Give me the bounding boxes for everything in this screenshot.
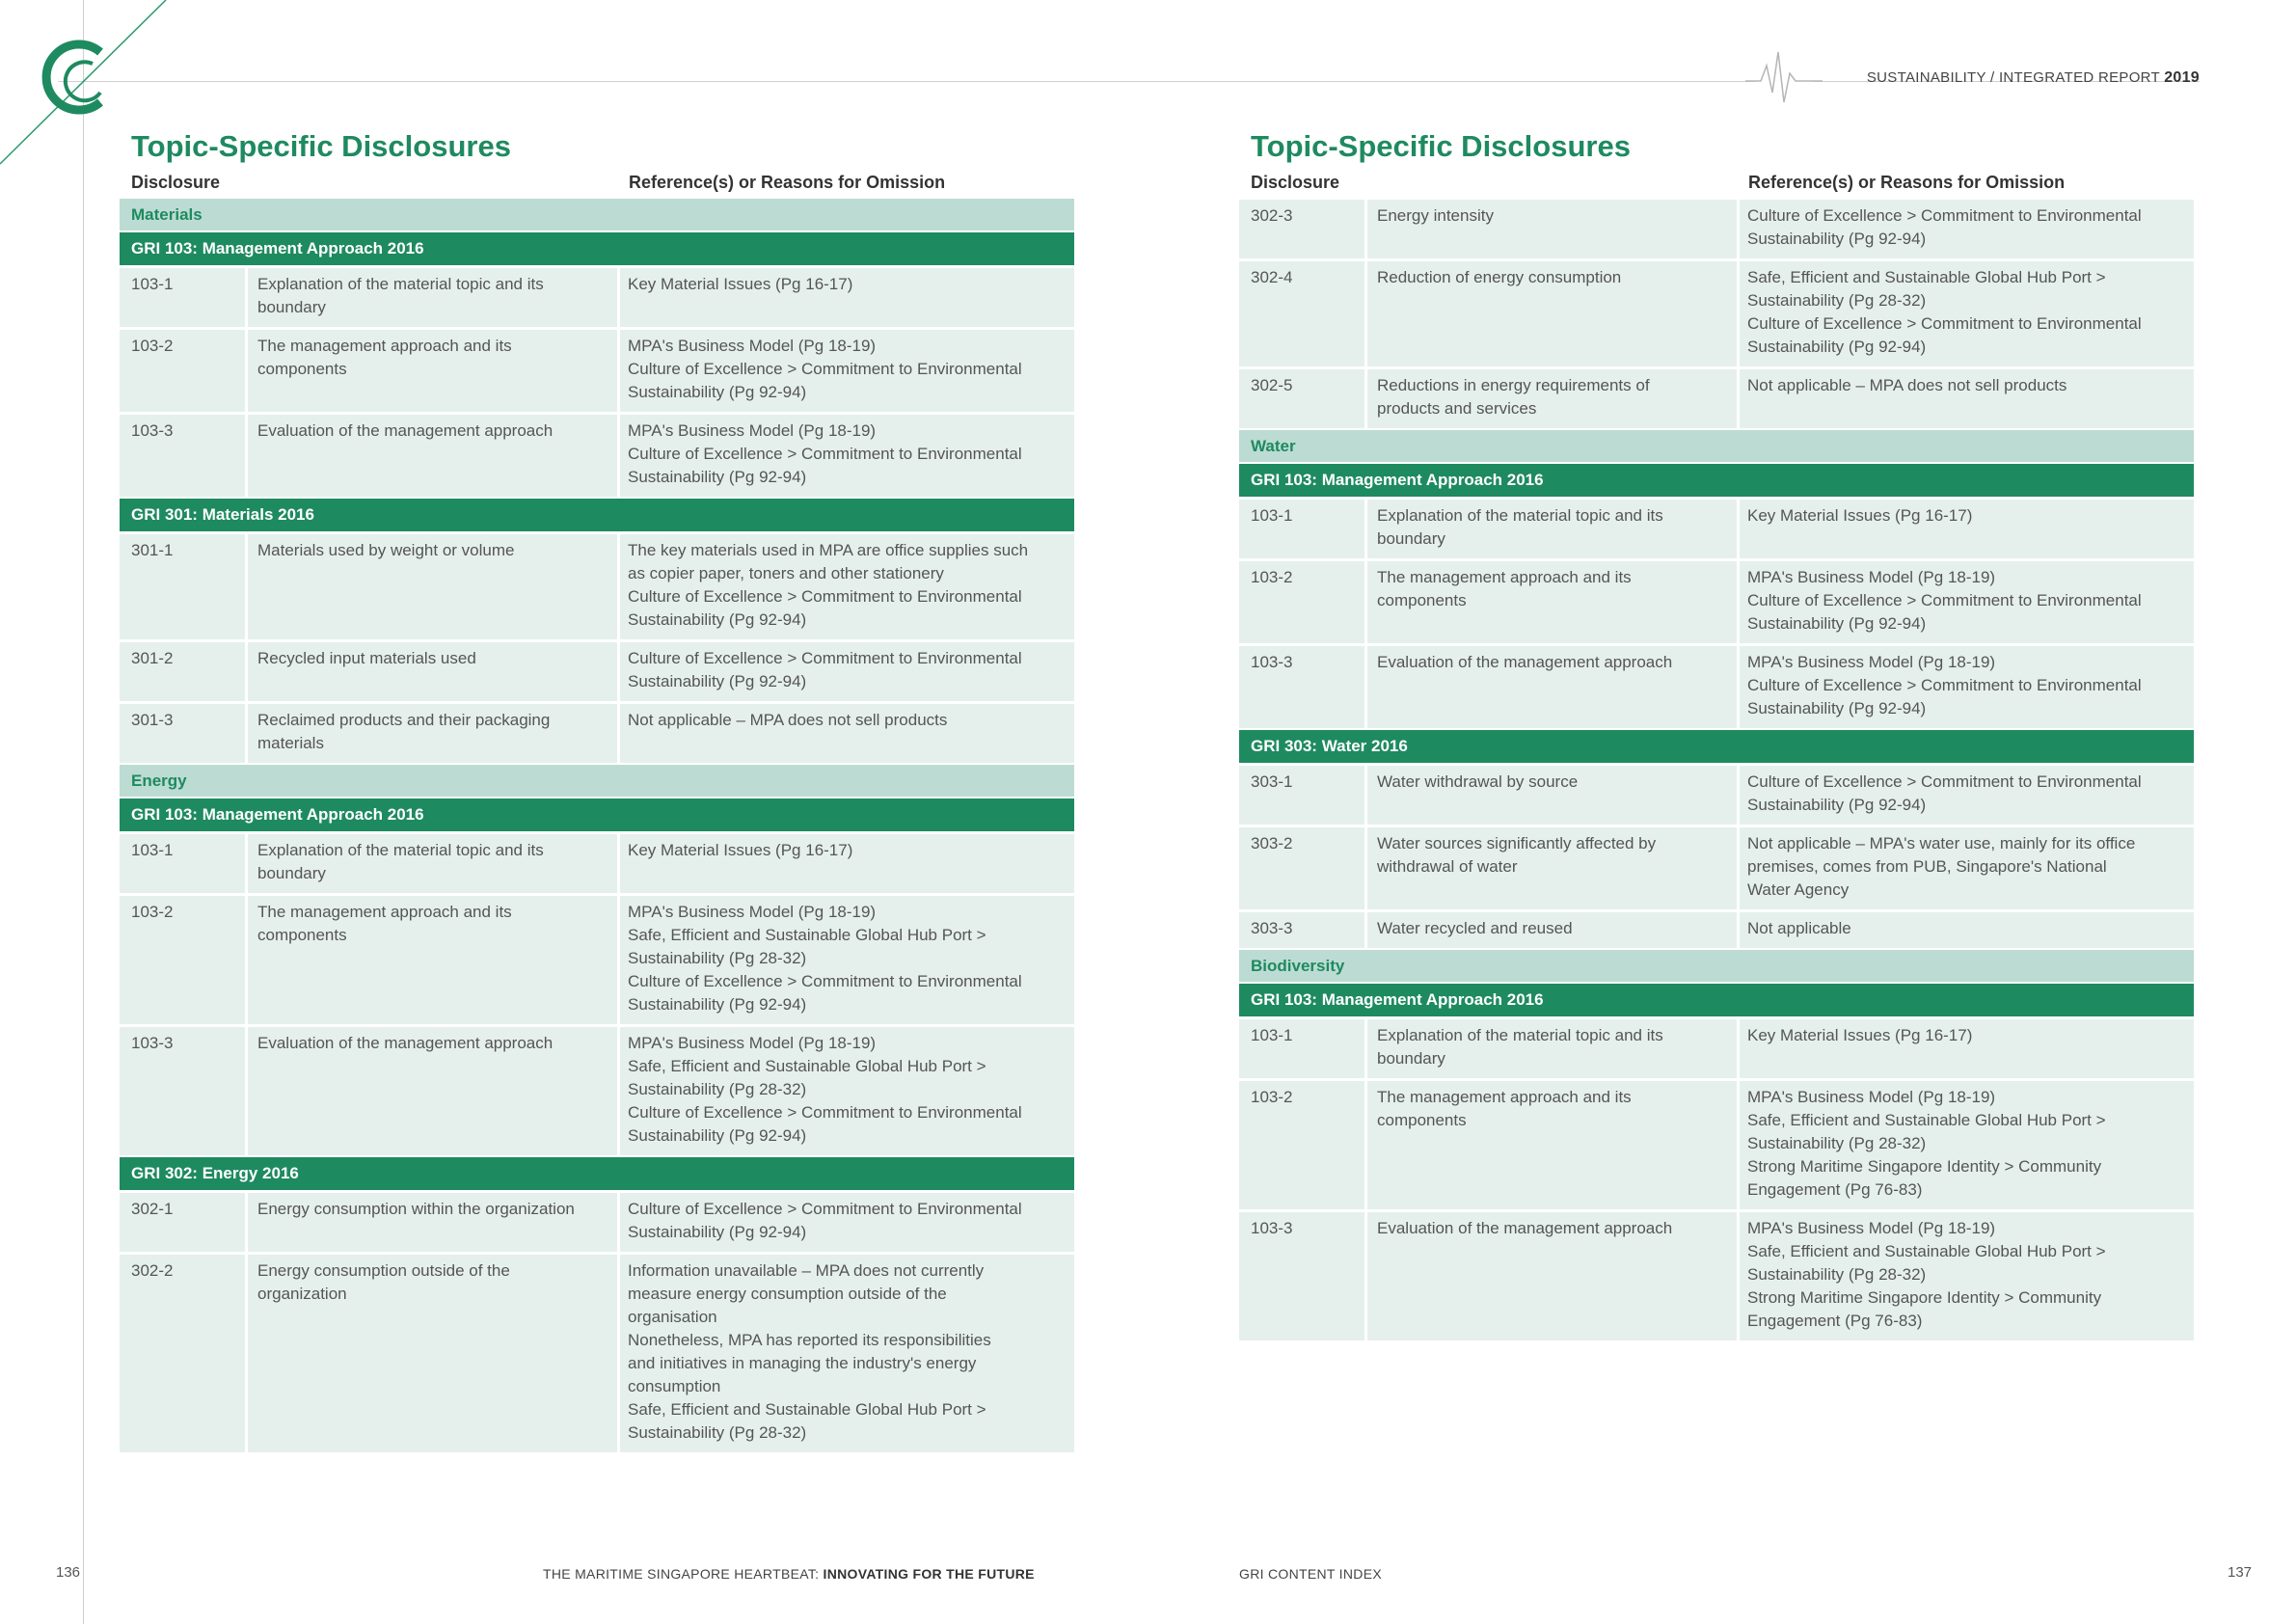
disclosure-description (248, 330, 617, 412)
disclosure-code: 302-4 (1239, 261, 1364, 366)
disclosure-code: 103-3 (1239, 646, 1364, 728)
reference-line: Safe, Efficient and Sustainable Global Hub Port > (1747, 268, 2106, 286)
reference-line: Nonetheless, MPA has reported its responsibilities (628, 1331, 991, 1349)
disclosure-description (248, 1193, 617, 1252)
disclosure-code: 103-2 (1239, 1081, 1364, 1209)
description-line: The management approach and its (1377, 1088, 1632, 1106)
reference-line: Not applicable – MPA does not sell products (628, 711, 948, 729)
reference-line: Key Material Issues (Pg 16-17) (1747, 506, 1973, 525)
table-row (120, 1255, 1074, 1452)
reference-line: Safe, Efficient and Sustainable Global Hub Port > (628, 1057, 986, 1075)
reference-or-omission (620, 1255, 1074, 1452)
reference-line: Safe, Efficient and Sustainable Global Hub Port > (628, 926, 986, 944)
disclosure-code: 103-2 (120, 896, 245, 1024)
disclosure-code: 301-1 (120, 534, 245, 639)
reference-line: The key materials used in MPA are office supplies such (628, 541, 1029, 559)
gri-standard-header: GRI 103: Management Approach 2016 (120, 232, 1074, 265)
reference-line: Not applicable – MPA does not sell products (1747, 376, 2067, 394)
page-title: Topic-Specific Disclosures (1251, 129, 1631, 163)
reference-line: Safe, Efficient and Sustainable Global Hub Port > (1747, 1242, 2106, 1260)
description-line: Evaluation of the management approach (257, 421, 554, 440)
page-number-left: 136 (56, 1564, 81, 1581)
reference-or-omission (620, 268, 1074, 327)
gri-standard-header: GRI 103: Management Approach 2016 (120, 798, 1074, 831)
reference-line: Culture of Excellence > Commitment to Environmental (1747, 676, 2142, 694)
header-rule (58, 81, 1755, 82)
disclosure-description (248, 1255, 617, 1452)
reference-line: MPA's Business Model (Pg 18-19) (1747, 568, 1996, 586)
reference-line: Sustainability (Pg 92-94) (628, 468, 807, 486)
reference-line: Water Agency (1747, 880, 1850, 899)
description-line: Energy consumption within the organization (257, 1200, 575, 1218)
reference-or-omission (1740, 500, 2194, 558)
disclosure-description (248, 415, 617, 497)
table-row (120, 704, 1074, 763)
reference-or-omission (1740, 1212, 2194, 1340)
description-line: Water withdrawal by source (1377, 772, 1579, 791)
footer-section-name: GRI CONTENT INDEX (1239, 1566, 1382, 1582)
reference-line: consumption (628, 1377, 721, 1395)
reference-line: premises, comes from PUB, Singapore's National (1747, 857, 2107, 876)
disclosure-description (1367, 369, 1737, 428)
description-line: boundary (257, 864, 326, 882)
description-line: Explanation of the material topic and its (257, 275, 544, 293)
disclosure-description (1367, 646, 1737, 728)
description-line: Water sources significantly affected by (1377, 834, 1657, 853)
reference-line: Sustainability (Pg 92-94) (628, 1223, 807, 1241)
reference-or-omission (1740, 1019, 2194, 1078)
reference-or-omission (620, 415, 1074, 497)
disclosure-description (1367, 766, 1737, 825)
description-line: The management approach and its (1377, 568, 1632, 586)
table-row (1239, 261, 2194, 366)
disclosure-code: 302-5 (1239, 369, 1364, 428)
table-row (1239, 561, 2194, 643)
reference-line: MPA's Business Model (Pg 18-19) (628, 903, 877, 921)
disclosure-description (1367, 1212, 1737, 1340)
description-line: components (257, 360, 347, 378)
table-row (120, 330, 1074, 412)
disclosure-code: 103-1 (120, 834, 245, 893)
reference-line: Engagement (Pg 76-83) (1747, 1180, 1923, 1199)
reference-line: MPA's Business Model (Pg 18-19) (1747, 1088, 1996, 1106)
gri-standard-header: GRI 303: Water 2016 (1239, 730, 2194, 763)
disclosure-description (248, 704, 617, 763)
gri-standard-header: GRI 103: Management Approach 2016 (1239, 984, 2194, 1016)
description-line: Energy intensity (1377, 206, 1494, 225)
reference-line: Not applicable (1747, 919, 1851, 937)
column-header-reference: Reference(s) or Reasons for Omission (629, 173, 946, 192)
disclosure-description (248, 268, 617, 327)
disclosure-description (1367, 912, 1737, 948)
description-line: Evaluation of the management approach (1377, 1219, 1673, 1237)
description-line: components (1377, 591, 1467, 609)
table-row (1239, 1212, 2194, 1340)
disclosure-description (248, 534, 617, 639)
reference-line: Sustainability (Pg 92-94) (1747, 614, 1927, 633)
disclosure-description (1367, 200, 1737, 258)
description-line: components (1377, 1111, 1467, 1129)
disclosure-description (248, 896, 617, 1024)
description-line: Explanation of the material topic and its (1377, 506, 1663, 525)
table-header (1239, 168, 2194, 197)
reference-line: Culture of Excellence > Commitment to Environmental (628, 1103, 1022, 1122)
footer-left-title: THE MARITIME SINGAPORE HEARTBEAT: INNOVATING FOR THE FUTURE (543, 1566, 1035, 1582)
reference-or-omission (620, 896, 1074, 1024)
reference-or-omission (620, 330, 1074, 412)
disclosure-description (1367, 500, 1737, 558)
disclosure-code: 103-1 (120, 268, 245, 327)
table-row (1239, 646, 2194, 728)
table-row (120, 534, 1074, 639)
table-row (120, 642, 1074, 701)
reference-line: Information unavailable – MPA does not currently (628, 1261, 985, 1280)
description-line: Evaluation of the management approach (1377, 653, 1673, 671)
description-line: Explanation of the material topic and its (1377, 1026, 1663, 1044)
disclosure-code: 301-2 (120, 642, 245, 701)
reference-line: as copier paper, toners and other stationery (628, 564, 944, 582)
reference-line: Key Material Issues (Pg 16-17) (628, 841, 853, 859)
description-line: boundary (257, 298, 326, 316)
disclosure-description (1367, 1019, 1737, 1078)
reference-line: Culture of Excellence > Commitment to Environmental (1747, 206, 2142, 225)
disclosure-table (1239, 200, 2194, 1340)
left-disclosures-panel (120, 125, 1074, 1452)
reference-line: and initiatives in managing the industry's energy (628, 1354, 977, 1372)
gri-standard-header: GRI 103: Management Approach 2016 (1239, 464, 2194, 497)
reference-line: Sustainability (Pg 92-94) (1747, 338, 1927, 356)
table-header (120, 168, 1074, 197)
heartbeat-line-icon (1745, 46, 1823, 108)
disclosure-table (120, 199, 1074, 1452)
reference-line: MPA's Business Model (Pg 18-19) (628, 337, 877, 355)
column-header-disclosure: Disclosure (131, 173, 221, 192)
running-head: SUSTAINABILITY / INTEGRATED REPORT 2019 (1866, 69, 2200, 86)
reference-or-omission (1740, 646, 2194, 728)
reference-line: Sustainability (Pg 92-94) (628, 1126, 807, 1145)
description-line: boundary (1377, 1049, 1445, 1068)
description-line: organization (257, 1285, 347, 1303)
table-row (1239, 1081, 2194, 1209)
table-row (120, 1193, 1074, 1252)
column-header-disclosure: Disclosure (1251, 173, 1340, 192)
reference-or-omission (1740, 561, 2194, 643)
description-line: Materials used by weight or volume (257, 541, 515, 559)
reference-line: Culture of Excellence > Commitment to Environmental (1747, 772, 2142, 791)
reference-line: Sustainability (Pg 92-94) (1747, 230, 1927, 248)
disclosure-description (1367, 261, 1737, 366)
reference-line: MPA's Business Model (Pg 18-19) (1747, 653, 1996, 671)
reference-line: Sustainability (Pg 28-32) (1747, 1265, 1927, 1284)
reference-line: MPA's Business Model (Pg 18-19) (628, 1034, 877, 1052)
disclosure-code: 303-3 (1239, 912, 1364, 948)
disclosure-code: 103-2 (120, 330, 245, 412)
disclosure-description (1367, 1081, 1737, 1209)
reference-line: Culture of Excellence > Commitment to Environmental (628, 445, 1022, 463)
reference-line: Sustainability (Pg 92-94) (628, 610, 807, 629)
reference-or-omission (1740, 1081, 2194, 1209)
reference-line: Key Material Issues (Pg 16-17) (1747, 1026, 1973, 1044)
topic-section-header: Energy (120, 765, 1074, 797)
page-title: Topic-Specific Disclosures (131, 129, 511, 163)
description-line: Reclaimed products and their packaging (257, 711, 551, 729)
description-line: materials (257, 734, 324, 752)
reference-line: measure energy consumption outside of the (628, 1285, 947, 1303)
table-row (1239, 766, 2194, 825)
reference-or-omission (1740, 766, 2194, 825)
table-row (1239, 500, 2194, 558)
topic-section-header: Water (1239, 430, 2194, 462)
description-line: Energy consumption outside of the (257, 1261, 510, 1280)
page-margin-line (83, 0, 84, 1624)
reference-or-omission (1740, 369, 2194, 428)
description-line: withdrawal of water (1377, 857, 1518, 876)
reference-line: Sustainability (Pg 28-32) (628, 1423, 807, 1442)
description-line: boundary (1377, 529, 1445, 548)
reference-line: Culture of Excellence > Commitment to Environmental (628, 1200, 1022, 1218)
reference-line: Strong Maritime Singapore Identity > Community (1747, 1157, 2102, 1176)
reference-or-omission (620, 834, 1074, 893)
table-row (1239, 369, 2194, 428)
description-line: components (257, 926, 347, 944)
description-line: Explanation of the material topic and its (257, 841, 544, 859)
topic-section-header: Materials (120, 199, 1074, 230)
description-line: Evaluation of the management approach (257, 1034, 554, 1052)
description-line: Reduction of energy consumption (1377, 268, 1622, 286)
description-line: Reductions in energy requirements of (1377, 376, 1650, 394)
reference-line: MPA's Business Model (Pg 18-19) (628, 421, 877, 440)
disclosure-description (1367, 827, 1737, 909)
description-line: The management approach and its (257, 337, 512, 355)
reference-or-omission (1740, 261, 2194, 366)
reference-line: Sustainability (Pg 28-32) (628, 949, 807, 967)
reference-or-omission (620, 1193, 1074, 1252)
reference-line: Sustainability (Pg 92-94) (628, 672, 807, 690)
disclosure-code: 301-3 (120, 704, 245, 763)
reference-line: Sustainability (Pg 92-94) (1747, 699, 1927, 717)
reference-line: Sustainability (Pg 28-32) (628, 1080, 807, 1098)
disclosure-code: 103-3 (1239, 1212, 1364, 1340)
disclosure-code: 303-1 (1239, 766, 1364, 825)
disclosure-code: 302-2 (120, 1255, 245, 1452)
reference-line: Key Material Issues (Pg 16-17) (628, 275, 853, 293)
disclosure-code: 103-2 (1239, 561, 1364, 643)
reference-or-omission (620, 1027, 1074, 1155)
reference-line: Culture of Excellence > Commitment to Environmental (628, 360, 1022, 378)
reference-line: Culture of Excellence > Commitment to Environmental (628, 587, 1022, 606)
description-line: products and services (1377, 399, 1537, 418)
reference-line: Sustainability (Pg 28-32) (1747, 291, 1927, 310)
reference-or-omission (1740, 200, 2194, 258)
table-row (120, 415, 1074, 497)
reference-line: Culture of Excellence > Commitment to Environmental (628, 649, 1022, 667)
table-row (1239, 1019, 2194, 1078)
reference-line: Sustainability (Pg 92-94) (628, 995, 807, 1014)
reference-line: organisation (628, 1308, 717, 1326)
table-row (120, 1027, 1074, 1155)
reference-or-omission (1740, 912, 2194, 948)
page-number-right: 137 (2228, 1564, 2253, 1581)
gri-standard-header: GRI 301: Materials 2016 (120, 499, 1074, 531)
disclosure-description (248, 834, 617, 893)
disclosure-code: 303-2 (1239, 827, 1364, 909)
reference-line: Culture of Excellence > Commitment to Environmental (1747, 591, 2142, 609)
disclosure-description (1367, 561, 1737, 643)
disclosure-code: 302-1 (120, 1193, 245, 1252)
disclosure-description (248, 1027, 617, 1155)
table-row (120, 268, 1074, 327)
right-disclosures-panel (1239, 125, 2194, 1340)
table-row (1239, 827, 2194, 909)
reference-line: Engagement (Pg 76-83) (1747, 1312, 1923, 1330)
disclosure-code: 103-1 (1239, 500, 1364, 558)
reference-line: MPA's Business Model (Pg 18-19) (1747, 1219, 1996, 1237)
reference-line: Culture of Excellence > Commitment to Environmental (1747, 314, 2142, 333)
reference-line: Not applicable – MPA's water use, mainly for its office (1747, 834, 2136, 853)
description-line: Water recycled and reused (1377, 919, 1573, 937)
description-line: The management approach and its (257, 903, 512, 921)
reference-or-omission (1740, 827, 2194, 909)
reference-or-omission (620, 534, 1074, 639)
reference-line: Sustainability (Pg 92-94) (1747, 796, 1927, 814)
gri-standard-header: GRI 302: Energy 2016 (120, 1157, 1074, 1190)
disclosure-code: 103-3 (120, 415, 245, 497)
disclosure-code: 302-3 (1239, 200, 1364, 258)
reference-line: Safe, Efficient and Sustainable Global Hub Port > (1747, 1111, 2106, 1129)
table-row (120, 896, 1074, 1024)
table-row (1239, 200, 2194, 258)
disclosure-description (248, 642, 617, 701)
reference-or-omission (620, 642, 1074, 701)
reference-line: Sustainability (Pg 92-94) (628, 383, 807, 401)
table-row (1239, 912, 2194, 948)
table-row (120, 834, 1074, 893)
reference-line: Safe, Efficient and Sustainable Global Hub Port > (628, 1400, 986, 1419)
topic-section-header: Biodiversity (1239, 950, 2194, 982)
reference-line: Strong Maritime Singapore Identity > Community (1747, 1288, 2102, 1307)
reference-or-omission (620, 704, 1074, 763)
description-line: Recycled input materials used (257, 649, 476, 667)
reference-line: Sustainability (Pg 28-32) (1747, 1134, 1927, 1152)
column-header-reference: Reference(s) or Reasons for Omission (1748, 173, 2066, 192)
reference-line: Culture of Excellence > Commitment to Environmental (628, 972, 1022, 990)
disclosure-code: 103-1 (1239, 1019, 1364, 1078)
disclosure-code: 103-3 (120, 1027, 245, 1155)
